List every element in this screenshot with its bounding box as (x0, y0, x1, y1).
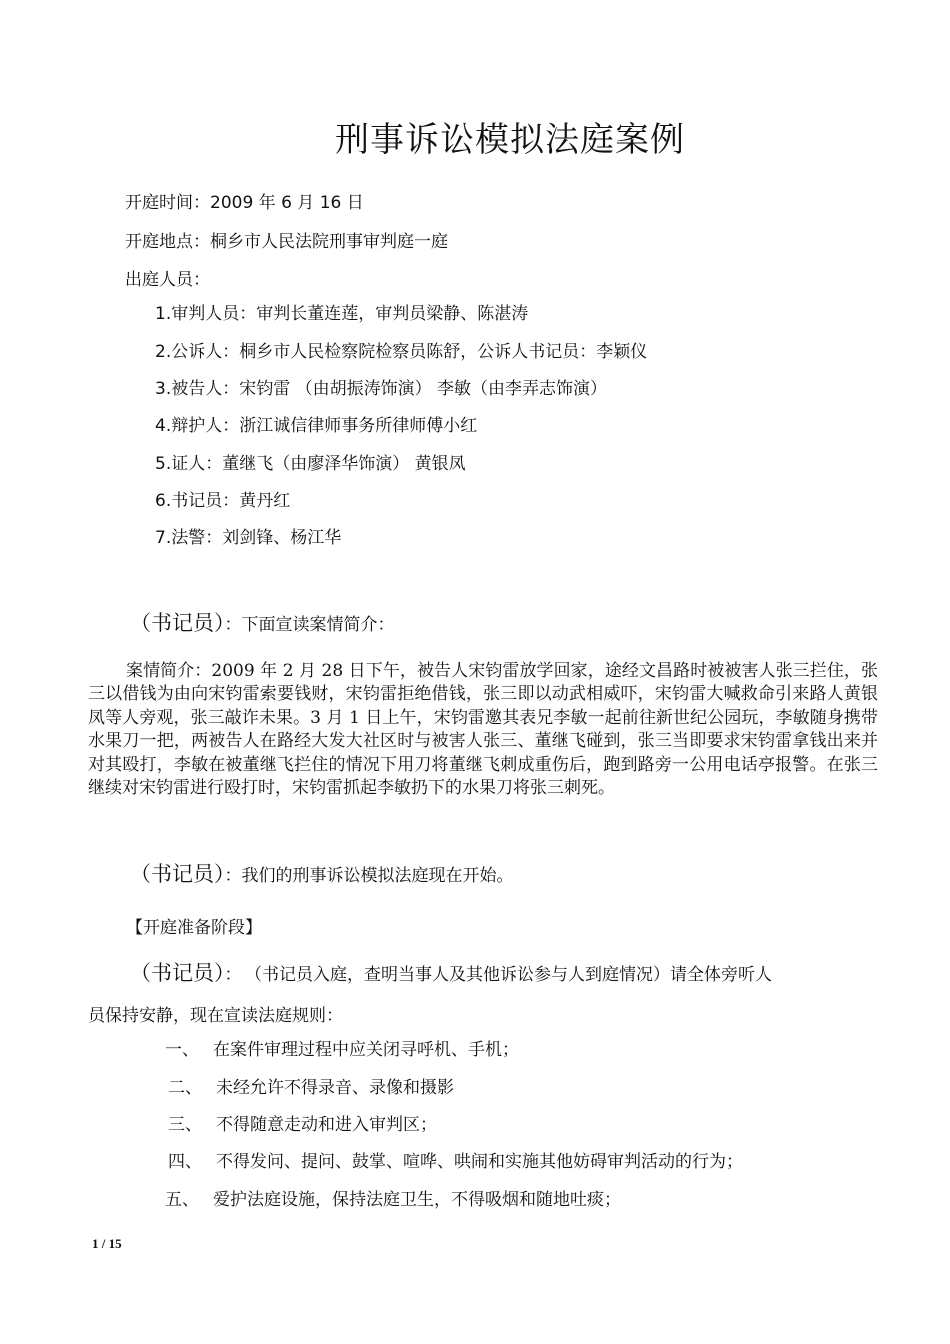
clerk-statement-3 (130, 957, 772, 987)
attendee-item (155, 337, 647, 362)
clerk-statement-1 (130, 607, 395, 637)
rule-number: 三、 (168, 1115, 202, 1135)
speaker-colon: ： (224, 965, 242, 985)
clerk-statement-text: （书记员入庭，查明当事人及其他诉讼参与人到庭情况）请全体旁听人 (253, 965, 772, 985)
hearing-place-label: 开庭地点： (125, 232, 210, 252)
court-rule-item (165, 1035, 519, 1060)
rule-text: 未经允许不得录音、录像和摄影 (216, 1078, 454, 1098)
hearing-place-value: 桐乡市人民法院刑事审判庭一庭 (210, 232, 448, 252)
speaker-tag: （书记员） (130, 611, 225, 635)
case-summary: 案情简介：2009 年 2 月 28 日下午，被告人宋钧雷放学回家，途经文昌路时被被害人张三拦住，张三以借钱为由向宋钧雷索要钱财，宋钧雷拒绝借钱，张三即以动武相威吓，宋钧雷大喊救命引来路人黄银凤等人旁观，张三敲诈未果。3 月 1 日上午，宋钧雷邀其表兄李敏一起前往新世纪公园玩，李敏随身携带水果刀一把，两被告人在路经大发大社区时与被害人张三、董继飞碰到，张三当即要求宋钧雷拿钱出来并对其殴打，李敏在被董继飞拦住的情况下用刀将董继飞刺成重伤后，跑到路旁一公用电话亭报警。在张三继续对宋钧雷进行殴打时，宋钧雷抓起李敏扔下的水果刀将张三刺死。 (88, 661, 878, 799)
clerk-statement-3-continued: 员保持安静，现在宣读法庭规则： (88, 1006, 343, 1026)
rule-text: 在案件审理过程中应关闭寻呼机、手机； (213, 1040, 519, 1060)
attendee-text: 公诉人：桐乡市人民检察院检察员陈舒，公诉人书记员：李颖仪 (171, 342, 648, 362)
speaker-tag: （书记员） (130, 961, 225, 985)
attendee-number: 2. (155, 342, 172, 362)
hearing-time-label: 开庭时间： (125, 193, 210, 213)
hearing-place (125, 227, 448, 252)
rule-text: 不得发问、提问、鼓掌、喧哗、哄闹和实施其他妨碍审判活动的行为； (216, 1152, 743, 1172)
attendee-item (155, 523, 341, 548)
attendee-text: 法警：刘剑锋、杨江华 (171, 528, 342, 548)
attendee-number: 3. (155, 379, 172, 399)
attendees-label: 出庭人员： (125, 270, 210, 290)
attendee-item (155, 486, 290, 511)
hearing-time (125, 188, 364, 213)
rule-number: 四、 (168, 1152, 202, 1172)
attendee-number: 5. (155, 454, 172, 474)
attendee-item (155, 374, 607, 399)
section-heading: 【开庭准备阶段】 (126, 918, 262, 938)
speaker-tag: （书记员） (130, 862, 225, 886)
attendee-text: 书记员：黄丹红 (171, 491, 291, 511)
page-number: 1 / 15 (92, 1236, 122, 1251)
court-rule-item (168, 1147, 743, 1172)
rule-number: 五、 (165, 1190, 199, 1210)
speaker-colon: ： (224, 615, 242, 635)
clerk-statement-text: 我们的刑事诉讼模拟法庭现在开始。 (241, 866, 514, 886)
court-rule-item (168, 1073, 454, 1098)
document-title: 刑事诉讼模拟法庭案例 (335, 120, 685, 160)
clerk-statement-text: 下面宣读案情简介： (241, 615, 395, 635)
attendee-text: 被告人：宋钧雷 （由胡振涛饰演） 李敏（由李弄志饰演） (171, 379, 608, 399)
court-rule-item (168, 1110, 437, 1135)
attendee-item (155, 299, 528, 324)
speaker-colon: ： (224, 866, 242, 886)
attendee-text: 辩护人：浙江诚信律师事务所律师傅小红 (171, 416, 478, 436)
hearing-time-value: 2009 年 6 月 16 日 (210, 193, 364, 213)
attendee-number: 1. (155, 304, 172, 324)
attendee-text: 证人：董继飞（由廖泽华饰演） 黄银凤 (171, 454, 466, 474)
rule-text: 不得随意走动和进入审判区； (216, 1115, 437, 1135)
rule-text: 爱护法庭设施，保持法庭卫生，不得吸烟和随地吐痰； (213, 1190, 621, 1210)
attendee-item (155, 449, 466, 474)
rule-number: 二、 (168, 1078, 202, 1098)
clerk-statement-2 (130, 858, 514, 888)
court-rule-item (165, 1185, 621, 1210)
attendee-number: 4. (155, 416, 172, 436)
attendee-number: 7. (155, 528, 172, 548)
attendee-text: 审判人员：审判长董连莲，审判员梁静、陈湛涛 (171, 304, 529, 324)
attendee-number: 6. (155, 491, 172, 511)
attendee-item (155, 411, 477, 436)
rule-number: 一、 (165, 1040, 199, 1060)
